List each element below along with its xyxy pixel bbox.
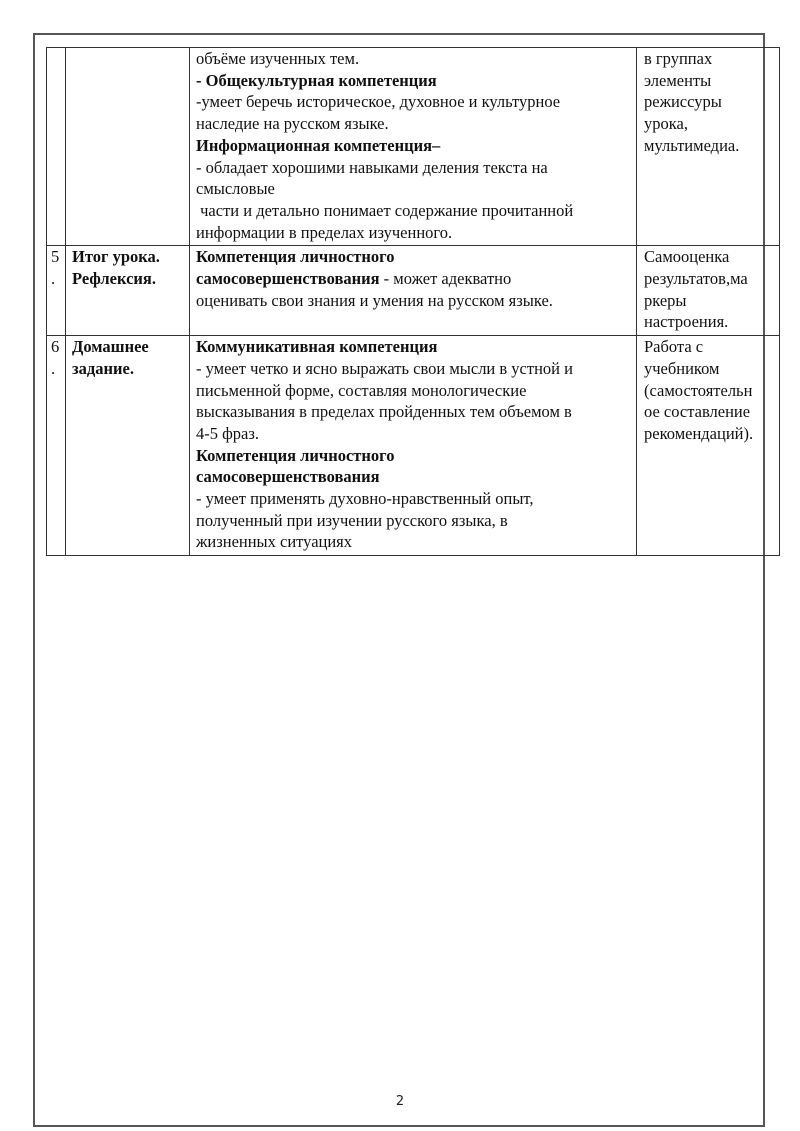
page-number: 2	[395, 1094, 405, 1109]
step-number-dot: .	[51, 269, 56, 289]
competence-cell	[190, 336, 637, 556]
competence-heading: самосовершенствования	[196, 467, 380, 487]
competence-heading: Коммуникативная компетенция	[196, 337, 438, 357]
step-number-cell	[47, 246, 66, 336]
competence-heading: - Общекультурная компетенция	[196, 70, 437, 90]
competence-line: - умеет применять духовно-нравственный опыт,	[196, 489, 534, 509]
stage-title: Рефлексия.	[72, 269, 156, 289]
table-row	[47, 246, 780, 336]
competence-heading: самосовершенствования	[196, 269, 380, 289]
work-form-line: режиссуры	[644, 92, 722, 112]
competence-line: жизненных ситуациях	[196, 532, 353, 552]
stage-cell	[66, 336, 190, 556]
step-number: 5	[51, 247, 60, 267]
competence-line: части и детально понимает содержание прочитанной	[196, 200, 574, 220]
competence-line: 4-5 фраз.	[196, 423, 260, 443]
competence-line	[196, 268, 632, 290]
competence-heading: Компетенция личностного	[196, 445, 395, 465]
work-form-line: рекомендаций).	[644, 423, 754, 443]
competence-line: информации в пределах изученного.	[196, 222, 453, 242]
work-form-line: настроения.	[644, 312, 729, 332]
competence-line: высказывания в пределах пройденных тем объемом в	[196, 402, 572, 422]
stage-title: Итог урока.	[72, 247, 160, 267]
work-form-cell	[637, 246, 780, 336]
stage-title: Домашнее	[72, 337, 149, 357]
table-row	[47, 336, 780, 556]
competence-cell	[190, 48, 637, 246]
stage-title: задание.	[72, 358, 134, 378]
work-form-line: ое составление	[644, 402, 751, 422]
step-number-dot: .	[51, 358, 56, 378]
stage-cell	[66, 246, 190, 336]
competence-line: наследие на русском языке.	[196, 114, 389, 134]
step-number-cell	[47, 48, 66, 246]
competence-line: объёме изученных тем.	[196, 49, 360, 68]
work-form-line: (самостоятельн	[644, 380, 753, 400]
stage-cell	[66, 48, 190, 246]
work-form-line: элементы	[644, 70, 712, 90]
work-form-line: мультимедиа.	[644, 135, 740, 155]
work-form-cell	[637, 336, 780, 556]
step-number: 6	[51, 337, 60, 357]
competence-line: -умеет беречь историческое, духовное и культурное	[196, 92, 561, 112]
work-form-line: в группах	[644, 49, 713, 68]
competence-heading: Компетенция личностного	[196, 247, 395, 267]
table-row	[47, 48, 780, 246]
work-form-line: Работа с	[644, 337, 704, 357]
competence-text: - может адекватно	[379, 269, 512, 289]
work-form-line: ркеры	[644, 290, 687, 310]
competence-line: - обладает хорошими навыками деления текста на	[196, 157, 548, 177]
work-form-line: учебником	[644, 358, 720, 378]
work-form-line: Самооценка	[644, 247, 730, 267]
step-number-cell	[47, 336, 66, 556]
competence-line: смысловые	[196, 179, 275, 199]
competence-line: - умеет четко и ясно выражать свои мысли в устной и	[196, 358, 573, 378]
competence-line: оценивать свои знания и умения на русском языке.	[196, 290, 553, 310]
work-form-line: результатов,ма	[644, 269, 748, 289]
lesson-plan-table	[46, 47, 780, 556]
competence-line: полученный при изучении русского языка, в	[196, 510, 508, 530]
competence-cell	[190, 246, 637, 336]
work-form-line: урока,	[644, 114, 688, 134]
competence-line: письменной форме, составляя монологические	[196, 380, 527, 400]
work-form-cell	[637, 48, 780, 246]
competence-heading: Информационная компетенция–	[196, 135, 441, 155]
